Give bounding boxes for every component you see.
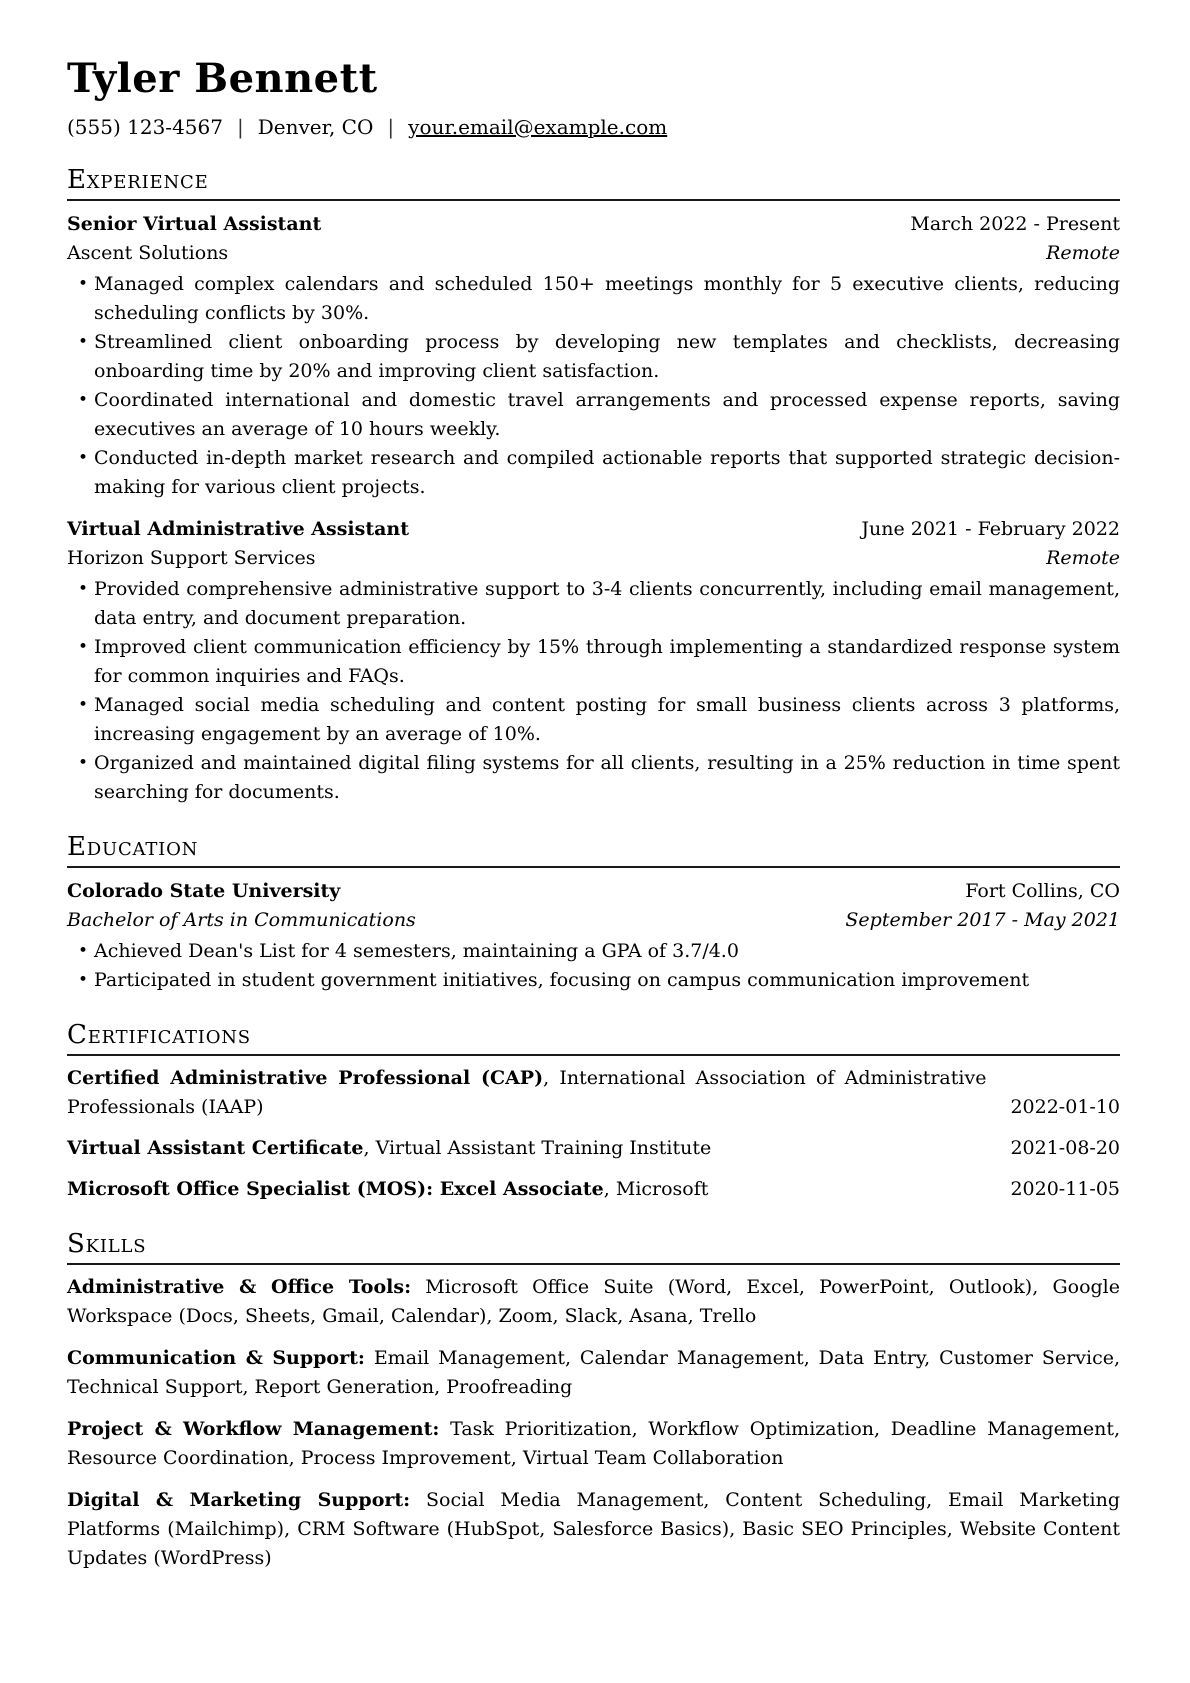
certification-row [67,1064,1120,1122]
skill-category-items: Microsoft Office Suite (Word, Excel, PowerPoint, Outlook), Google Workspace (Docs, Sheets, Gmail, Calendar), Zoom, Slack, Asana, Trello [67,1276,1120,1327]
certification-name: Virtual Assistant Certificate [67,1137,364,1159]
skill-category [67,1273,1120,1331]
job-entry [67,515,1120,807]
school-row [67,877,1120,906]
degree-name: Bachelor of Arts in Communications [67,909,416,931]
job-company-row [67,544,1120,573]
phone-number: (555) 123-4567 [67,115,223,139]
job-bullet: • Coordinated international and domestic travel arrangements and processed expense reports, saving executives an average of 10 hours weekly. [67,386,1120,444]
section-certifications [67,1020,1120,1204]
certification-text [67,1175,1010,1204]
job-company: Ascent Solutions [67,242,229,264]
skill-category-items: Task Prioritization, Workflow Optimization, Deadline Management, Resource Coordination, Process Improvement, Virtual Team Collaboration [67,1418,1120,1469]
job-title-row [67,210,1120,239]
certification-row [67,1134,1120,1163]
certification-name: Certified Administrative Professional (CAP) [67,1067,544,1089]
job-bullet: • Conducted in-depth market research and compiled actionable reports that supported strategic decision-making for various client projects. [67,444,1120,502]
contact-separator: | [387,115,395,139]
education-bullet: • Participated in student government initiatives, focusing on campus communication improvement [67,966,1120,995]
skill-category-label: Administrative & Office Tools: [67,1276,412,1298]
job-location: Remote [1046,242,1120,264]
skill-category [67,1415,1120,1473]
skill-category [67,1344,1120,1402]
resume-header [67,56,1120,140]
job-company: Horizon Support Services [67,547,316,569]
contact-line [67,114,1120,140]
certification-name: Microsoft Office Specialist (MOS): Excel Associate [67,1178,604,1200]
certification-org: , Microsoft [603,1178,709,1200]
section-education [67,832,1120,995]
job-bullet: • Managed complex calendars and scheduled 150+ meetings monthly for 5 executive clients, reducing scheduling conflicts by 30%. [67,270,1120,328]
certification-text [67,1064,1010,1122]
certification-text [67,1134,1010,1163]
education-bullet-list [67,937,1120,995]
section-title-experience: Experience [67,165,209,195]
job-title: Virtual Administrative Assistant [67,518,410,540]
job-bullet: • Improved client communication efficiency by 15% through implementing a standardized response system for common inquiries and FAQs. [67,633,1120,691]
job-bullet-list [67,575,1120,807]
job-title-row [67,515,1120,544]
skill-category [67,1486,1120,1573]
job-dates: June 2021 - February 2022 [861,518,1120,540]
email-link[interactable]: your.email@example.com [408,115,668,139]
section-title-education: Education [67,832,199,862]
education-bullet: • Achieved Dean's List for 4 semesters, maintaining a GPA of 3.7/4.0 [67,937,1120,966]
section-rule [67,1054,1120,1056]
job-bullet-list [67,270,1120,502]
job-location: Remote [1046,547,1120,569]
degree-row [67,906,1120,935]
skill-category-label: Digital & Marketing Support: [67,1489,411,1511]
education-entry [67,877,1120,995]
section-skills [67,1229,1120,1573]
certification-org: , International Association of Administrative Professionals (IAAP) [67,1067,987,1118]
job-dates: March 2022 - Present [910,213,1120,235]
section-rule [67,1263,1120,1265]
skill-category-label: Communication & Support: [67,1347,365,1369]
section-rule [67,866,1120,868]
section-experience [67,165,1120,807]
job-entry [67,210,1120,502]
school-location: Fort Collins, CO [965,880,1120,902]
education-dates: September 2017 - May 2021 [845,909,1120,931]
certification-row [67,1175,1120,1204]
certification-org: , Virtual Assistant Training Institute [363,1137,712,1159]
section-title-certifications: Certifications [67,1020,251,1050]
job-title: Senior Virtual Assistant [67,213,322,235]
school-name: Colorado State University [67,880,341,902]
job-bullet: • Organized and maintained digital filing systems for all clients, resulting in a 25% reduction in time spent searching for documents. [67,749,1120,807]
certification-date: 2022-01-10 [1010,1096,1120,1118]
skill-category-label: Project & Workflow Management: [67,1418,440,1440]
certification-date: 2021-08-20 [1010,1137,1120,1159]
contact-separator: | [236,115,244,139]
candidate-name: Tyler Bennett [67,55,378,102]
certification-date: 2020-11-05 [1010,1178,1120,1200]
job-bullet: • Managed social media scheduling and content posting for small business clients across 3 platforms, increasing engagement by an average of 10%. [67,691,1120,749]
skill-category-items: Social Media Management, Content Scheduling, Email Marketing Platforms (Mailchimp), CRM Software (HubSpot, Salesforce Basics), Basic SEO Principles, Website Content Updates (WordPress) [67,1489,1120,1569]
job-bullet: • Provided comprehensive administrative support to 3-4 clients concurrently, including email management, data entry, and document preparation. [67,575,1120,633]
section-rule [67,199,1120,201]
section-title-skills: Skills [67,1229,147,1259]
location-text: Denver, CO [257,115,374,139]
skill-category-items: Email Management, Calendar Management, Data Entry, Customer Service, Technical Support, Report Generation, Proofreading [67,1347,1120,1398]
job-company-row [67,239,1120,268]
job-bullet: • Streamlined client onboarding process by developing new templates and checklists, decreasing onboarding time by 20% and improving client satisfaction. [67,328,1120,386]
